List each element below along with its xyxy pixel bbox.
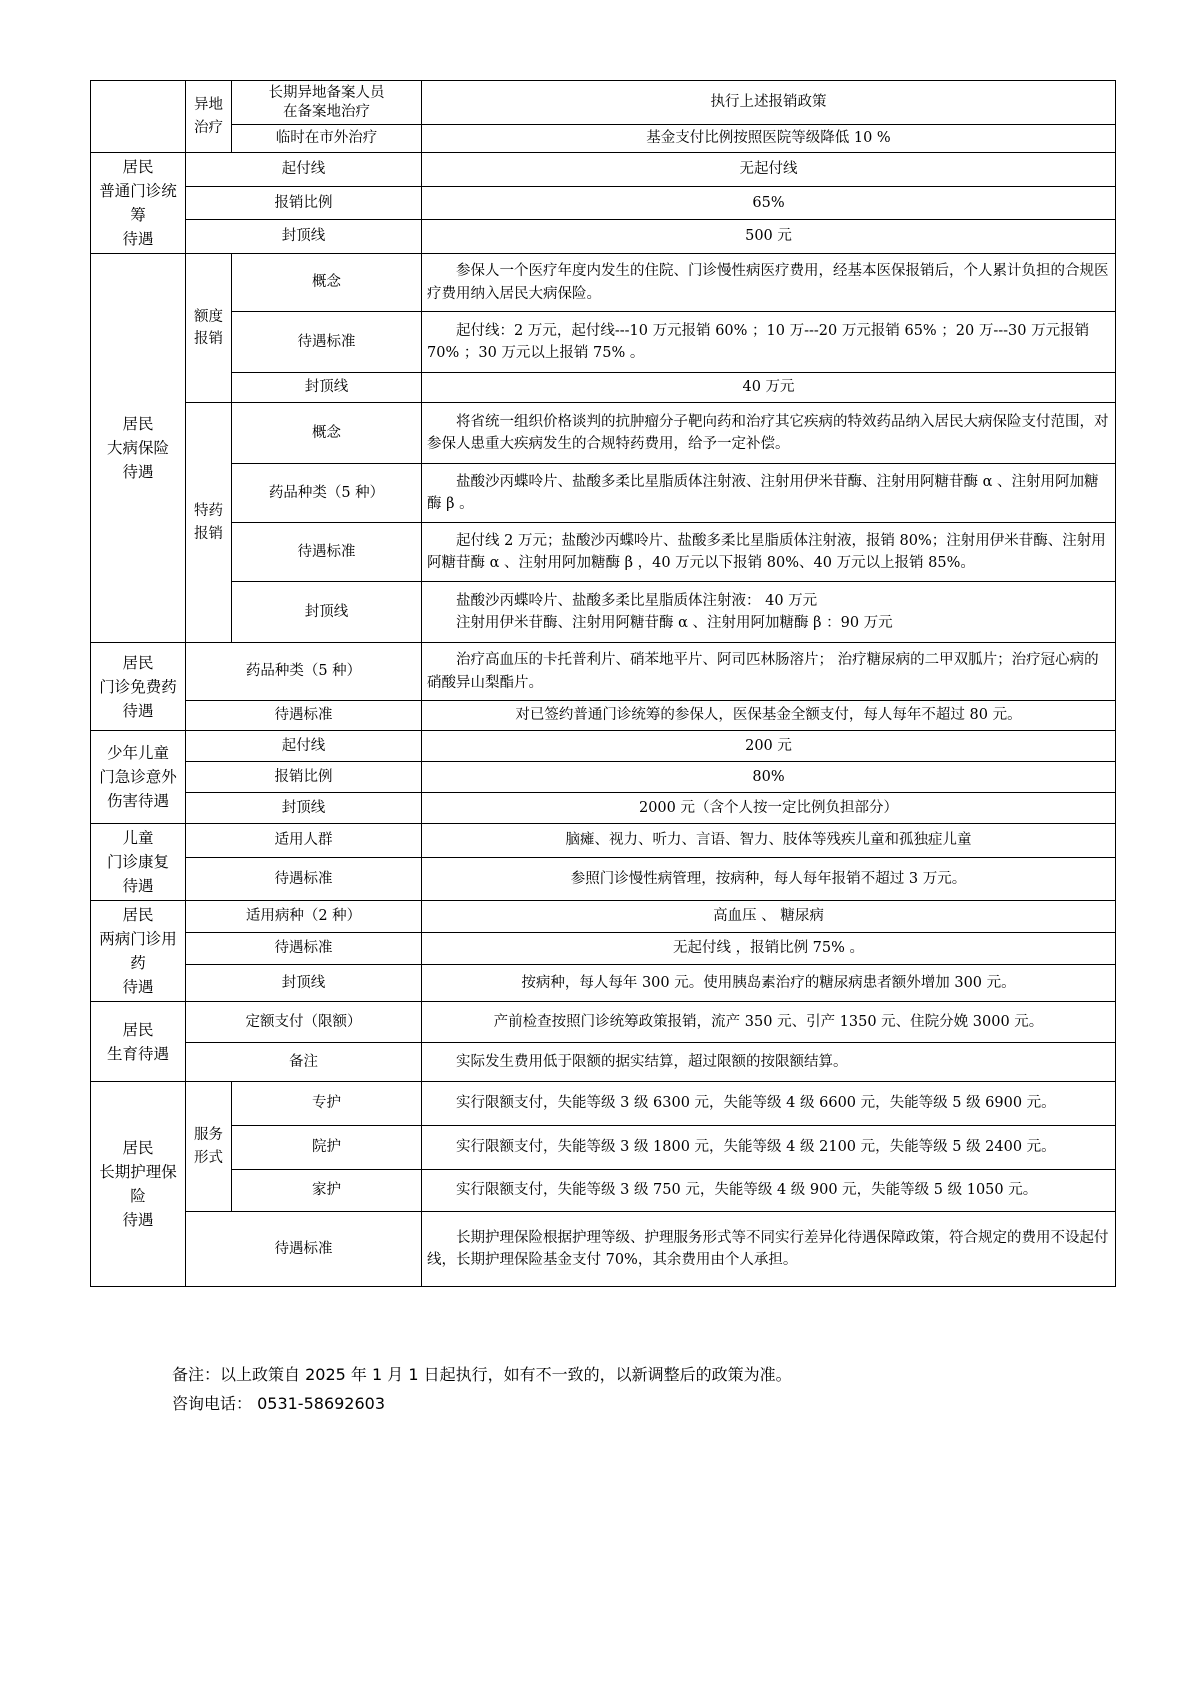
row-value: [422, 254, 1116, 312]
row-value: [422, 582, 1116, 643]
row-label: 报销比例: [186, 762, 422, 793]
row-label: 待遇标准: [232, 312, 422, 373]
category-line: 伤害待遇: [106, 792, 169, 811]
row-value: [422, 1126, 1116, 1170]
ltc-standard-text: 长期护理保险根据护理等级、护理服务形式等不同实行差异化待遇保障政策，符合规定的费用不设起付线，长期护理保险基金支付 70%，其余费用由个人承担。: [427, 1229, 1109, 1269]
offsite-temporary-value: 基金支付比例按照医院等级降低 10 %: [422, 125, 1116, 153]
child-rehab-row: [91, 857, 1116, 900]
row-value: [422, 523, 1116, 582]
two-diseases-category: [91, 901, 186, 1002]
row-value: 500 元: [422, 220, 1116, 254]
category-line: 居民: [122, 653, 154, 672]
category-line: 两病门诊用药: [99, 930, 177, 973]
row-value: [422, 643, 1116, 701]
category-line: 少年儿童: [106, 744, 169, 763]
category-line: 生育待遇: [106, 1044, 169, 1063]
row-label: 封顶线: [186, 965, 422, 1002]
category-line: 门诊免费药: [99, 677, 177, 696]
row-value: [422, 1082, 1116, 1126]
row-label: 待遇标准: [186, 932, 422, 965]
drug-concept-text: 将省统一组织价格谈判的抗肿瘤分子靶向药和治疗其它疾病的特效药品纳入居民大病保险支付范围，对参保人患重大疾病发生的合规特药费用，给予一定补偿。: [427, 413, 1109, 453]
child-injury-row: [91, 731, 1116, 762]
offsite-long-term-label-line2: 在备案地治疗: [283, 103, 370, 120]
offsite-long-term-label-line1: 长期异地备案人员: [268, 85, 385, 102]
row-value: [422, 1170, 1116, 1212]
offsite-long-term-value: 执行上述报销政策: [422, 81, 1116, 125]
ltc-standard-row: [91, 1212, 1116, 1287]
row-label: 药品种类（5 种）: [186, 643, 422, 701]
category-line: 普通门诊统筹: [99, 182, 177, 225]
critical-quota-standard-row: [91, 312, 1116, 373]
two-diseases-row: [91, 932, 1116, 965]
row-value: 无起付线: [422, 153, 1116, 187]
offsite-category: [186, 81, 232, 153]
ltc-row: [91, 1126, 1116, 1170]
row-label: 专护: [232, 1082, 422, 1126]
offsite-category-text: 异地治疗: [194, 97, 223, 136]
free-drugs-types-text: 治疗高血压的卡托普利片、硝苯地平片、阿司匹林肠溶片； 治疗糖尿病的二甲双胍片；治疗冠心病的硝酸异山梨酯片。: [427, 652, 1099, 691]
general-outpatient-row: [91, 186, 1116, 220]
child-injury-row: [91, 762, 1116, 793]
subcategory-line: 报销: [194, 331, 223, 348]
category-line: 儿童: [122, 829, 154, 848]
category-line: 居民: [122, 906, 154, 925]
row-label: 报销比例: [186, 186, 422, 220]
row-value: 对已签约普通门诊统筹的参保人，医保基金全额支付，每人每年不超过 80 元。: [422, 701, 1116, 731]
row-value: 无起付线 ，报销比例 75% 。: [422, 932, 1116, 965]
child-injury-row: [91, 793, 1116, 824]
row-label: 起付线: [186, 731, 422, 762]
category-line: 待遇: [122, 701, 154, 720]
effective-date-note: 备注：以上政策自 2025 年 1 月 1 日起执行，如有不一致的，以新调整后的政策为准。: [172, 1365, 792, 1384]
general-outpatient-category: [91, 153, 186, 254]
category-line: 大病保险: [106, 439, 169, 458]
subcategory-line: 形式: [194, 1149, 223, 1166]
row-value: 200 元: [422, 731, 1116, 762]
row-value: 脑瘫、视力、听力、言语、智力、肢体等残疾儿童和孤独症儿童: [422, 824, 1116, 858]
quota-standard-text: 起付线：2 万元，起付线---10 万元报销 60% ；10 万---20 万元报销 65% ；20 万---30 万元报销 70% ；30 万元以上报销 75% 。: [427, 322, 1090, 362]
row-label: 封顶线: [186, 793, 422, 824]
category-line: 待遇: [122, 1211, 154, 1230]
category-line: 待遇: [122, 877, 154, 896]
row-value: 高血压 、 糖尿病: [422, 901, 1116, 933]
row-label: 家护: [232, 1170, 422, 1212]
row-value: 按病种，每人每年 300 元。使用胰岛素治疗的糖尿病患者额外增加 300 元。: [422, 965, 1116, 1002]
category-line: 居民: [122, 1020, 154, 1039]
row-label: 封顶线: [232, 373, 422, 403]
row-label: 概念: [232, 403, 422, 464]
row-label: 定额支付（限额）: [186, 1002, 422, 1043]
policy-document: [90, 80, 1115, 1287]
row-value: [422, 1212, 1116, 1287]
maternity-quota-row: [91, 1002, 1116, 1043]
row-value: [422, 464, 1116, 523]
row-value: [422, 312, 1116, 373]
two-diseases-row: [91, 965, 1116, 1002]
service-form-subcategory: [186, 1082, 232, 1212]
offsite-temporary-row: [91, 125, 1116, 153]
critical-drug-standard-row: [91, 523, 1116, 582]
category-line: 门诊康复: [106, 853, 169, 872]
row-label: 待遇标准: [232, 523, 422, 582]
subcategory-line: 额度: [194, 308, 223, 325]
category-line: 居民: [122, 1139, 154, 1158]
critical-quota-concept-row: [91, 254, 1116, 312]
maternity-note-text: 实际发生费用低于限额的据实结算，超过限额的按限额结算。: [456, 1053, 848, 1070]
row-label: 药品种类（5 种）: [232, 464, 422, 523]
row-label: 封顶线: [186, 220, 422, 254]
general-outpatient-row: [91, 153, 1116, 187]
free-drugs-types-row: [91, 643, 1116, 701]
drug-cap-line: 盐酸沙丙蝶呤片、盐酸多柔比星脂质体注射液： 40 万元: [456, 592, 818, 609]
offsite-outer-cell: [91, 81, 186, 153]
child-rehab-category: [91, 824, 186, 901]
child-injury-category: [91, 731, 186, 824]
category-line: 待遇: [122, 978, 154, 997]
offsite-temporary-label: 临时在市外治疗: [232, 125, 422, 153]
row-label: 待遇标准: [186, 1212, 422, 1287]
drug-cap-line: 注射用伊米苷酶、注射用阿糖苷酶 α 、注射用阿加糖酶 β ：90 万元: [456, 615, 893, 632]
category-line: 居民: [122, 415, 154, 434]
row-label: 待遇标准: [186, 857, 422, 900]
row-value: 参照门诊慢性病管理，按病种，每人每年报销不超过 3 万元。: [422, 857, 1116, 900]
two-diseases-row: [91, 901, 1116, 933]
quota-concept-text: 参保人一个医疗年度内发生的住院、门诊慢性病医疗费用，经基本医保报销后，个人累计负担的合规医疗费用纳入居民大病保险。: [427, 263, 1109, 302]
row-value: 40 万元: [422, 373, 1116, 403]
category-line: 长期护理保险: [99, 1163, 177, 1206]
child-rehab-row: [91, 824, 1116, 858]
row-label: 待遇标准: [186, 701, 422, 731]
general-outpatient-row: [91, 220, 1116, 254]
critical-drug-types-row: [91, 464, 1116, 523]
ltc-row: [91, 1170, 1116, 1212]
row-value: 2000 元（含个人按一定比例负担部分）: [422, 793, 1116, 824]
consult-phone: 咨询电话： 0531-58692603: [172, 1394, 386, 1413]
row-label: 概念: [232, 254, 422, 312]
maternity-note-row: [91, 1043, 1116, 1082]
row-value: 80%: [422, 762, 1116, 793]
special-drug-subcategory: [186, 403, 232, 643]
row-value: [422, 403, 1116, 464]
maternity-category: [91, 1002, 186, 1082]
ltc-row: [91, 1082, 1116, 1126]
quota-reimbursement-subcategory: [186, 254, 232, 403]
row-label: 备注: [186, 1043, 422, 1082]
subcategory-line: 报销: [194, 525, 223, 542]
ltc-value-text: 实行限额支付，失能等级 3 级 750 元，失能等级 4 级 900 元，失能等级 5 级 1050 元。: [456, 1182, 1038, 1199]
drug-types-text: 盐酸沙丙蝶呤片、盐酸多柔比星脂质体注射液、注射用伊米苷酶、注射用阿糖苷酶 α 、注射用阿加糖酶 β 。: [427, 473, 1099, 513]
ltc-category: [91, 1082, 186, 1287]
subcategory-line: 服务: [194, 1127, 223, 1144]
critical-drug-concept-row: [91, 403, 1116, 464]
drug-standard-text: 起付线 2 万元；盐酸沙丙蝶呤片、盐酸多柔比星脂质体注射液，报销 80%；注射用伊米苷酶、注射用阿糖苷酶 α 、注射用阿加糖酶 β ，40 万元以下报销 80%、40 万元以上报销 85%。: [427, 532, 1106, 572]
free-drugs-category: [91, 643, 186, 731]
offsite-long-term-row: [91, 81, 1116, 125]
critical-quota-cap-row: [91, 373, 1116, 403]
row-label: 封顶线: [232, 582, 422, 643]
footnotes: [172, 1360, 792, 1418]
category-line: 居民: [122, 158, 154, 176]
critical-illness-category: [91, 254, 186, 643]
critical-drug-cap-row: [91, 582, 1116, 643]
ltc-value-text: 实行限额支付，失能等级 3 级 1800 元，失能等级 4 级 2100 元，失能等级 5 级 2400 元。: [456, 1139, 1056, 1156]
category-line: 门急诊意外: [99, 768, 177, 787]
offsite-long-term-label: [232, 81, 422, 125]
row-value: 产前检查按照门诊统筹政策报销，流产 350 元、引产 1350 元、住院分娩 3000 元。: [422, 1002, 1116, 1043]
row-label: 起付线: [186, 153, 422, 187]
policy-table: [90, 80, 1116, 1287]
row-value: [422, 1043, 1116, 1082]
row-label: 院护: [232, 1126, 422, 1170]
row-value: 65%: [422, 186, 1116, 220]
ltc-value-text: 实行限额支付，失能等级 3 级 6300 元，失能等级 4 级 6600 元，失能等级 5 级 6900 元。: [456, 1095, 1056, 1112]
row-label: 适用病种（2 种）: [186, 901, 422, 933]
free-drugs-standard-row: [91, 701, 1116, 731]
category-line: 待遇: [122, 230, 154, 249]
category-line: 待遇: [122, 463, 154, 482]
row-label: 适用人群: [186, 824, 422, 858]
subcategory-line: 特药: [194, 503, 223, 520]
